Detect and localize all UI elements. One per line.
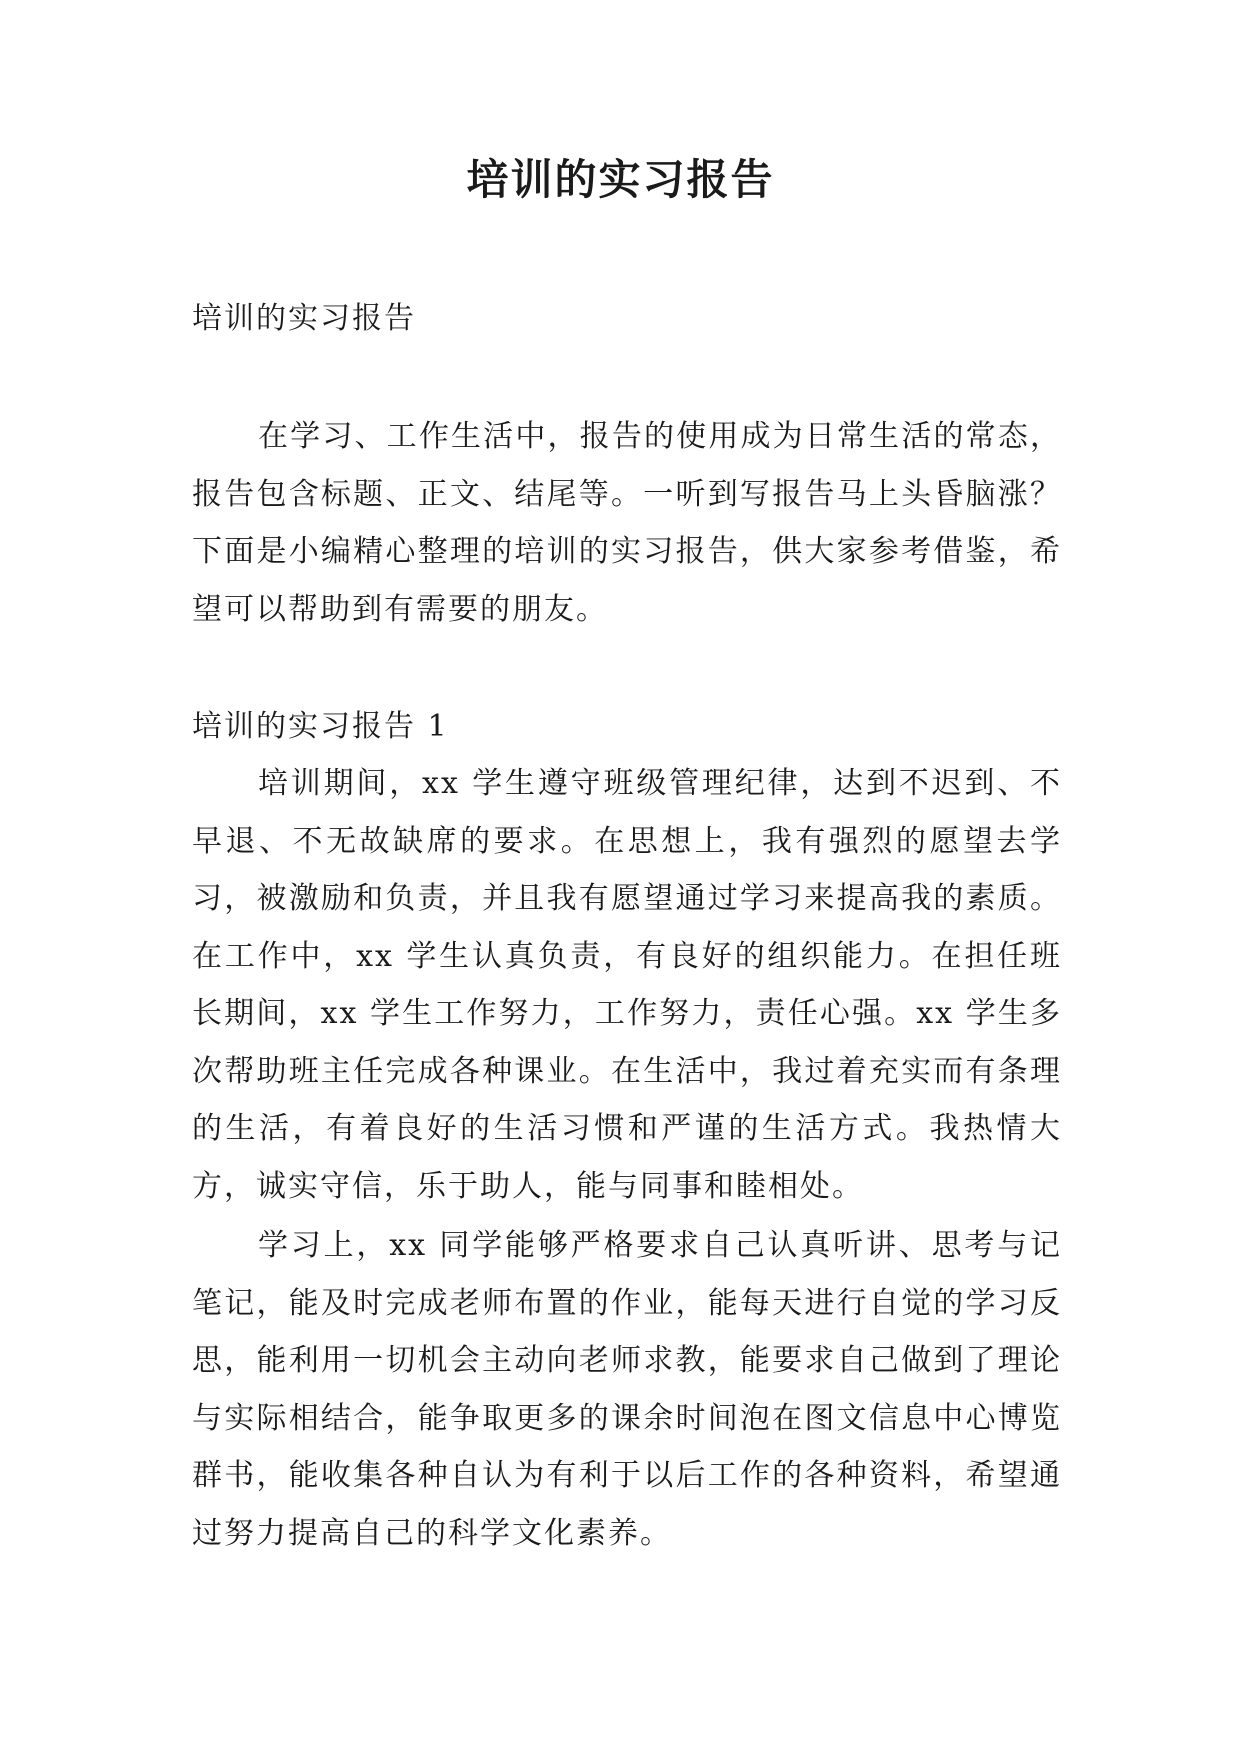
body-paragraph: 学习上，xx 同学能够严格要求自己认真听讲、思考与记笔记，能及时完成老师布置的作业，能每天进行自觉的学习反思，能利用一切机会主动向老师求教，能要求自己做到了理论与实际相结合，能争取更多的课余时间泡在图文信息中心博览群书，能收集各种自认为有利于以后工作的各种资料，希望通过努力提高自己的科学文化素养。	[192, 1228, 1062, 1551]
intro-paragraph: 在学习、工作生活中，报告的使用成为日常生活的常态，报告包含标题、正文、结尾等。一听到写报告马上头昏脑涨？下面是小编精心整理的培训的实习报告，供大家参考借鉴，希望可以帮助到有需要的朋友。	[192, 419, 1062, 627]
document-subtitle: 培训的实习报告	[192, 301, 416, 336]
page-title: 培训的实习报告	[466, 155, 775, 204]
body-paragraph: 培训期间，xx 学生遵守班级管理纪律，达到不迟到、不早退、不无故缺席的要求。在思想上，我有强烈的愿望去学习，被激励和负责，并且我有愿望通过学习来提高我的素质。在工作中，xx 学生认真负责，有良好的组织能力。在担任班长期间，xx 学生工作努力，工作努力，责任心强。xx 学生多次帮助班主任完成各种课业。在生活中，我过着充实而有条理的生活，有着良好的生活习惯和严谨的生活方式。我热情大方，诚实守信，乐于助人，能与同事和睦相处。	[192, 766, 1062, 1204]
section-heading: 培训的实习报告 1	[192, 709, 449, 744]
